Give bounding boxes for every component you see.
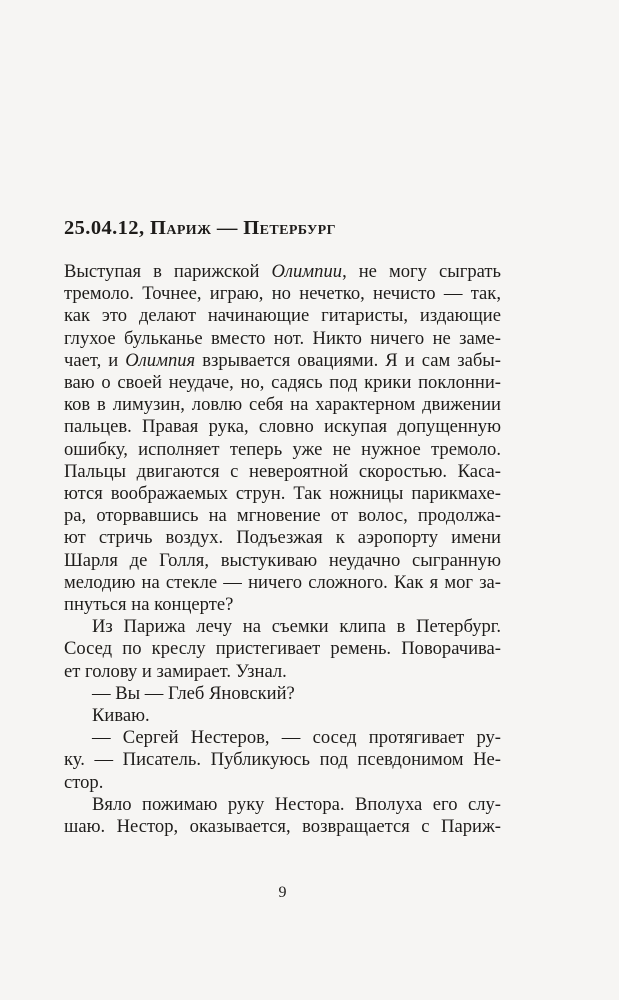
text-segment: мелодию на стекле — ничего сложного. Как я мог за- bbox=[64, 571, 501, 593]
text-line bbox=[64, 439, 501, 461]
text-line bbox=[64, 550, 501, 572]
text-segment: ков в лимузин, ловлю себя на характерном движении bbox=[64, 394, 501, 416]
italic-text-segment: Олимпии bbox=[271, 261, 343, 282]
text-segment: ет голову и замирает. Узнал. bbox=[64, 660, 287, 682]
body-text bbox=[64, 261, 501, 838]
text-line bbox=[64, 772, 501, 794]
page-number: 9 bbox=[278, 884, 287, 901]
text-line bbox=[64, 572, 501, 594]
text-line bbox=[64, 394, 501, 416]
text-segment: ошибку, исполняет теперь уже не нужное тремоло. bbox=[64, 438, 501, 460]
paragraph bbox=[64, 794, 501, 838]
text-line bbox=[64, 661, 501, 683]
text-line bbox=[64, 527, 501, 549]
text-line bbox=[64, 416, 501, 438]
text-segment: Шарля де Голля, выстукиваю неудачно сыгранную bbox=[64, 549, 501, 571]
text-segment: Киваю. bbox=[92, 705, 150, 727]
text-line bbox=[64, 261, 501, 283]
paragraph bbox=[64, 705, 501, 727]
text-segment: Вяло пожимаю руку Нестора. Вполуха его слу- bbox=[92, 793, 501, 815]
text-segment: взрывается овациями. Я и сам забы- bbox=[195, 349, 501, 371]
text-line bbox=[64, 816, 501, 838]
text-segment: Пальцы двигаются с невероятной скоростью. Каса- bbox=[64, 460, 501, 482]
text-line bbox=[64, 727, 501, 749]
paragraph bbox=[64, 261, 501, 616]
text-line bbox=[64, 794, 501, 816]
text-segment: ра, оторвавшись на мгновение от волос, продолжа- bbox=[64, 505, 501, 527]
text-segment: Выступая в парижской bbox=[64, 261, 272, 282]
text-segment: глухое бульканье вместо нот. Никто ничего не заме- bbox=[64, 327, 501, 349]
text-segment: — Вы — Глеб Яновский? bbox=[92, 682, 295, 704]
text-segment: ваю о своей неудаче, но, садясь под крики поклонни- bbox=[64, 372, 501, 394]
text-segment: , не могу сыграть bbox=[342, 261, 501, 282]
text-segment: ют стричь воздух. Подъезжая к аэропорту имени bbox=[64, 527, 501, 549]
text-line bbox=[64, 372, 501, 394]
text-segment: тремоло. Точнее, играю, но нечетко, нечисто — так, bbox=[64, 283, 501, 305]
paragraph bbox=[64, 683, 501, 705]
text-segment: пальцев. Правая рука, словно искупая допущенную bbox=[64, 416, 501, 438]
text-segment: ются воображаемых струн. Так ножницы парикмахе- bbox=[64, 483, 501, 505]
text-segment: чает, и bbox=[64, 349, 126, 371]
text-segment: пнуться на концерте? bbox=[64, 594, 234, 616]
text-line bbox=[64, 505, 501, 527]
text-line bbox=[64, 594, 501, 616]
text-segment: как это делают начинающие гитаристы, издающие bbox=[64, 305, 501, 327]
text-segment: Сосед по креслу пристегивает ремень. Поворачива- bbox=[64, 638, 501, 660]
italic-text-segment: Олимпия bbox=[125, 349, 196, 371]
text-segment: стор. bbox=[64, 771, 104, 793]
paragraph bbox=[64, 616, 501, 683]
text-segment: ку. — Писатель. Публикуюсь под псевдонимом Не- bbox=[64, 749, 501, 771]
text-line bbox=[64, 483, 501, 505]
text-line bbox=[64, 461, 501, 483]
chapter-heading: 25.04.12, Париж — Петербург bbox=[64, 217, 336, 239]
text-line bbox=[64, 283, 501, 305]
text-segment: — Сергей Нестеров, — сосед протягивает ру- bbox=[92, 727, 501, 749]
text-line bbox=[64, 705, 501, 727]
text-line bbox=[64, 749, 501, 771]
text-line bbox=[64, 305, 501, 327]
text-line bbox=[64, 683, 501, 705]
paragraph bbox=[64, 727, 501, 794]
text-line bbox=[64, 638, 501, 660]
text-line bbox=[64, 616, 501, 638]
text-segment: Из Парижа лечу на съемки клипа в Петербург. bbox=[92, 616, 501, 638]
text-line bbox=[64, 350, 501, 372]
text-line bbox=[64, 328, 501, 350]
text-segment: шаю. Нестор, оказывается, возвращается с Париж- bbox=[64, 816, 501, 838]
